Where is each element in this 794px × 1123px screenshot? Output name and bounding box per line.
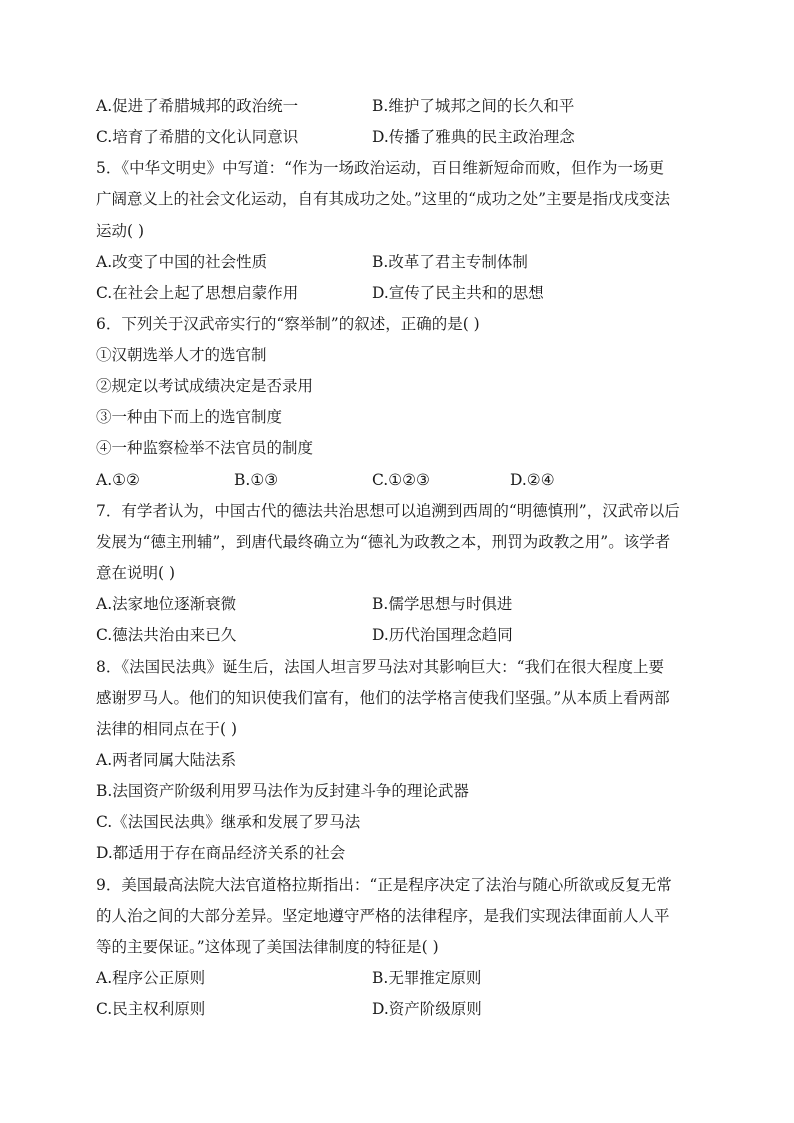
q8-stem-line-2: 感谢罗马人。他们的知识使我们富有，他们的法学格言使我们坚强。”从本质上看两部 [96, 689, 670, 707]
q5-stem-line-2: 广阔意义上的社会文化运动，自有其成功之处。”这里的“成功之处”主要是指戊戌变法 [96, 190, 671, 208]
q7-option-a: A.法家地位逐渐衰微 [96, 595, 237, 613]
q4-option-d: D.传播了雅典的民主政治理念 [372, 128, 575, 146]
q5-option-d: D.宣传了民主共和的思想 [372, 284, 544, 302]
q9-stem-line-3: 等的主要保证。”这体现了美国法律制度的特征是( ) [96, 938, 439, 956]
q6-option-c: C.①②③ [372, 471, 430, 489]
q9-option-a: A.程序公正原则 [96, 969, 206, 987]
q7-option-d: D.历代治国理念趋同 [372, 626, 513, 644]
q8-option-c: C.《法国民法典》继承和发展了罗马法 [96, 813, 361, 831]
q6-item-2: ②规定以考试成绩决定是否录用 [96, 377, 314, 395]
q6-option-d: D.②④ [510, 471, 555, 489]
q6-option-a: A.①② [96, 471, 140, 489]
q4-option-c: C.培育了希腊的文化认同意识 [96, 128, 299, 146]
q5-option-c: C.在社会上起了思想启蒙作用 [96, 284, 299, 302]
q6-item-3: ③一种由下而上的选官制度 [96, 408, 283, 426]
q7-option-c: C.德法共治由来已久 [96, 626, 237, 644]
q9-option-c: C.民主权利原则 [96, 1000, 206, 1018]
q9-stem-line-1: 9．美国最高法院大法官道格拉斯指出：“正是程序决定了法治与随心所欲或反复无常 [96, 876, 672, 894]
q8-option-d: D.都适用于存在商品经济关系的社会 [96, 844, 346, 862]
q7-stem-line-3: 意在说明( ) [96, 564, 176, 582]
q9-stem-line-2: 的人治之间的大部分差异。坚定地遵守严格的法律程序，是我们实现法律面前人人平 [96, 907, 670, 925]
q9-option-b: B.无罪推定原则 [372, 969, 482, 987]
q5-option-a: A.改变了中国的社会性质 [96, 253, 268, 271]
q6-option-b: B.①③ [234, 471, 279, 489]
q7-stem-line-2: 发展为“德主刑辅”，到唐代最终确立为“德礼为政教之本，刑罚为政教之用”。该学者 [96, 533, 671, 551]
q6-stem: 6．下列关于汉武帝实行的“察举制”的叙述，正确的是( ) [96, 315, 480, 333]
q5-stem-line-3: 运动( ) [96, 222, 145, 240]
q8-option-b: B.法国资产阶级利用罗马法作为反封建斗争的理论武器 [96, 782, 469, 800]
q6-item-4: ④一种监察检举不法官员的制度 [96, 439, 314, 457]
q7-option-b: B.儒学思想与时俱进 [372, 595, 513, 613]
q8-stem-line-3: 法律的相同点在于( ) [96, 720, 238, 738]
q9-option-d: D.资产阶级原则 [372, 1000, 482, 1018]
q4-option-a: A.促进了希腊城邦的政治统一 [96, 97, 299, 115]
q4-option-b: B.维护了城邦之间的长久和平 [372, 97, 575, 115]
q8-stem-line-1: 8．《法国民法典》诞生后，法国人坦言罗马法对其影响巨大：“我们在很大程度上要 [96, 658, 665, 676]
q5-option-b: B.改革了君主专制体制 [372, 253, 528, 271]
q6-item-1: ①汉朝选举人才的选官制 [96, 346, 267, 364]
q5-stem-line-1: 5．《中华文明史》中写道：“作为一场政治运动，百日维新短命而败，但作为一场更 [96, 159, 665, 177]
q7-stem-line-1: 7．有学者认为，中国古代的德法共治思想可以追溯到西周的“明德慎刑”，汉武帝以后 [96, 502, 680, 520]
q8-option-a: A.两者同属大陆法系 [96, 751, 237, 769]
